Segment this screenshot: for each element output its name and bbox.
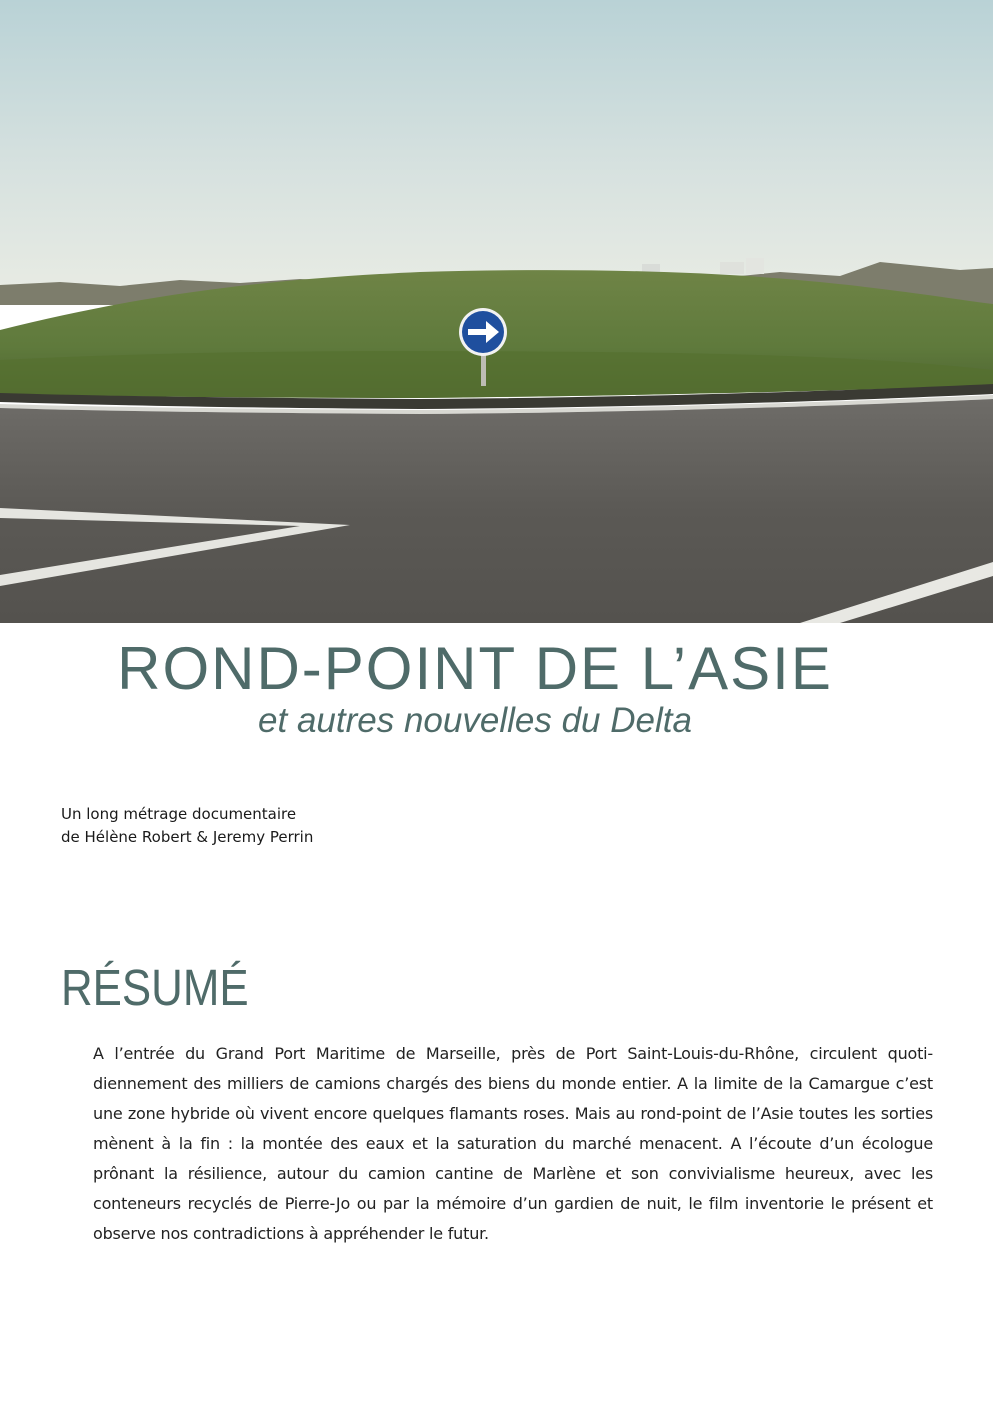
building-3 [746, 258, 764, 274]
road-surface [0, 399, 993, 623]
credits-block [61, 803, 313, 849]
right-arrow-sign-icon [459, 308, 507, 356]
section-heading-resume: RÉSUMÉ [61, 959, 249, 1016]
page-subtitle: et autres nouvelles du Delta [258, 701, 692, 740]
credits-line-type: Un long métrage documentaire [61, 805, 297, 823]
sky [0, 0, 993, 300]
building-2 [720, 262, 744, 274]
sign-post [481, 354, 486, 386]
hero-photo-roundabout [0, 0, 993, 623]
credits-line-authors: de Hélène Robert & Jeremy Perrin [61, 828, 314, 846]
summary-paragraph: A l’entrée du Grand Port Maritime de Marseille, près de Port Saint-Louis-du-Rhône, circulent quoti-diennement des milliers de camions chargés des biens du monde entier. A la limite de la Camargue c’est une zone hybride où vivent encore quelques flamants roses. Mais au rond-point de l’Asie toutes les sorties mènent à la fin : la montée des eaux et la saturation du marché menacent. A l’écoute d’un écologue prônant la résilience, autour du camion cantine de Marlène et son convivialisme heureux, avec les conteneurs recyclés de Pierre-Jo ou par la mémoire d’un gardien de nuit, le film inventorie le présent et observe nos contradictions à appréhender le futur. [93, 1044, 933, 1243]
page-title: ROND-POINT DE L’ASIE [117, 635, 833, 702]
